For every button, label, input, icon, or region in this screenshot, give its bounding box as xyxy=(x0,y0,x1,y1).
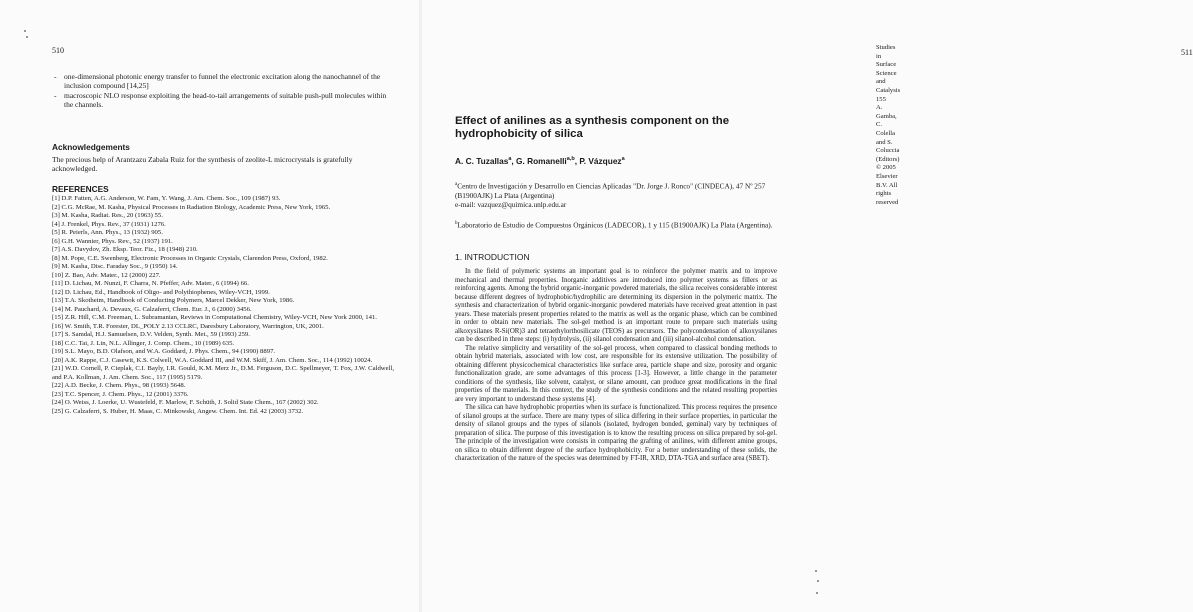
author-email: e-mail: vazquez@quimica.unlp.edu.ar xyxy=(455,200,567,210)
author-name: A. C. Tuzallas xyxy=(455,156,509,166)
reference-item: [16] W. Smith, T.R. Forester, DL_POLY 2.13 CCLRC, Daresbury Laboratory, Warrington, UK, 2001. xyxy=(52,322,324,330)
reference-item: [5] R. Peierls, Ann. Phys., 13 (1932) 905. xyxy=(52,229,163,236)
reference-item: [20] A.K. Rappe, C.J. Casewit, K.S. Colwell, W.A. Goddard III, and W.M. Skiff, J. Am. Chem. Soc., 114 (1992) 10024. xyxy=(52,356,373,364)
reference-item: [10] Z. Bao, Adv. Mater., 12 (2000) 227. xyxy=(52,271,161,279)
reference-item: [21] W.D. Cornell, P. Cieplak, C.I. Bayly, I.R. Gould, K.M. Merz Jr., D.M. Ferguson, D.C. Spellmeyer, T. Fox, J.W. Caldwell, and P.A. Kollman, J. Am. Chem. Soc., 117 (1995) 5179. xyxy=(52,365,394,381)
author-name: G. Romanelli xyxy=(516,156,567,166)
reference-item: [13] T.A. Skotheim, Handbook of Conducting Polymers, Marcel Dekker, New York, 1986. xyxy=(52,297,295,304)
reference-item: [1] D.P. Fatten, A.G. Anderson, W. Fam, Y. Wang, J. Am. Chem. Soc., 109 (1987) 93. xyxy=(52,195,281,202)
reference-list xyxy=(52,195,394,416)
paper-title: Effect of anilines as a synthesis component on the hydrophobicity of silica xyxy=(455,115,730,141)
paragraph: The relative simplicity and versatility of the sol-gel process, when compared to classical bonding methods to obtain hybrid materials, associated with low cost, are responsible for its extensive utilization. The possibility of obtaining different physicochemical characteristics like surface area, particle shape and size, porosity and organic functionalization grade, are some advantages of this process [1-3]. However, a little change in the parameter conditions of the synthesis, like solvent, catalyst, or silane amount, can produce great modifications in the final properties of the materials. In this context, the study of the synthesis conditions and the related resulting properties are very important to understand these systems [4]. xyxy=(455,344,777,403)
bullet-list xyxy=(52,72,392,110)
reference-item: [11] D. Lichau, M. Nunzi, F. Charra, N. Pfeffer, Adv. Mater., 6 (1994) 66. xyxy=(52,280,249,287)
reference-item: [2] C.G. McRae, M. Kasha, Physical Processes in Radiation Biology, Academic Press, New York, 1965. xyxy=(52,203,331,211)
acknowledgements-text: The precious help of Arantzazu Zabala Ruiz for the synthesis of zeolite-L microcrystals is gratefully acknowledged. xyxy=(52,155,353,174)
left-page xyxy=(0,0,421,612)
reference-item: [24] O. Weiss, J. Loerke, U. Wustefeld, F. Marlow, F. Schüth, J. Solid State Chem., 167 (2002) 302. xyxy=(52,399,319,406)
reference-item: [6] G.H. Wannier, Phys. Rev., 52 (1937) 191. xyxy=(52,237,173,245)
reference-item: [15] Z.R. Hill, C.M. Freeman, L. Subramanian, Reviews in Computational Chemistry, Wiley-VCH, New York 2000, 141. xyxy=(52,314,377,321)
reference-item: [19] S.L. Mayo, B.D. Olafson, and W.A. Goddard, J. Phys. Chem., 94 (1990) 8897. xyxy=(52,348,276,355)
reference-item: [9] M. Kasha, Disc. Faraday Soc., 9 (1950) 14. xyxy=(52,263,178,270)
references-heading: REFERENCES xyxy=(52,184,109,194)
list-item: - macroscopic NLO response exploiting the head-to-tail arrangements of suitable push-pull molecules within the channels. xyxy=(54,90,387,110)
page-number-right: 511 xyxy=(1181,48,1193,57)
reference-item: [14] M. Pauchard, A. Devaux, G. Calzaferri, Chem. Eur. J., 6 (2000) 3456. xyxy=(52,305,252,313)
reference-item: [7] A.S. Davydov, Zh. Eksp. Teor. Fiz., 18 (1948) 210. xyxy=(52,246,198,253)
affiliation: $^a$Centro de Investigación y Desarrollo en Ciencias Aplicadas "Dr. Jorge J. Ronco" (CINDECA), 47 Nº 257 (B1900AJK) La Plata (Argentina) e-mail: vazquez@quimica.unlp.edu.ar xyxy=(455,181,766,210)
affiliation: $^b$Laboratorio de Estudio de Compuestos Orgánicos (LADECOR), 1 y 115 (B1900AJK) La Plata (Argentina). xyxy=(455,220,773,230)
reference-item: [18] C.C. Tai, J. Lin, N.L. Allinger, J. Comp. Chem., 10 (1989) 635. xyxy=(52,339,235,347)
reference-item: [25] G. Calzaferri, S. Huber, H. Maas, C. Minkowski, Angew. Chem. Int. Ed. 42 (2003) 3732. xyxy=(52,407,304,415)
list-item: - one-dimensional photonic energy transfer to funnel the electronic excitation along the nanochannel of the inclusion compound [14,25] xyxy=(54,72,381,91)
paragraph: In the field of polymeric systems an important goal is to reinforce the polymer matrix and to improve mechanical and thermal properties. Inorganic additives are introduced into polymer systems as fillers or as reinforcing agents. Among the hybrid organic-inorganic powdered materials, the silica receives considerable interest because different degrees of hydrophobic/hydrophilic are determining its dispersion in the polymeric matrix. The synthesis and characterization of hybrid organic-inorganic powdered materials have received great attention in past years. These materials present properties related to the matrix as well as the organic phase, which can be combined in order to obtain new materials. The sol-gel method is an important route to prepare such materials using alkoxysilanes R-Si(OR)3 and tetraethylorthosilicate (TEOS) as precursors. The polycondensation of alkoxysilanes can be described in three steps: (i) hydrolysis, (ii) silanol condensation and (iii) silanol-alcohol condensation. xyxy=(455,268,777,343)
author-name: P. Vázquez xyxy=(579,156,622,166)
acknowledgements-heading: Acknowledgements xyxy=(52,142,130,152)
body-text xyxy=(455,268,777,464)
page-number-left: 510 xyxy=(52,46,64,55)
reference-item: [4] J. Frenkel, Phys. Rev., 37 (1931) 1276. xyxy=(52,220,166,228)
reference-item: [22] A.D. Becke, J. Chem. Phys., 98 (1993) 5648. xyxy=(52,382,186,389)
reference-item: [17] S. Samdal, H.J. Samuelsen, D.V. Velden, Synth. Met., 59 (1993) 259. xyxy=(52,331,250,338)
section-heading: 1. INTRODUCTION xyxy=(455,252,530,262)
author-line: A. C. Tuzallas$^a$, G. Romanelli$^{a,b}$, P. Vázquez$^a$ xyxy=(455,156,625,166)
reference-item: [12] D. Lichau, Ed., Handbook of Oligo- and Polythiophenes, Wiley-VCH, 1999. xyxy=(52,288,270,296)
reference-item: [3] M. Kasha, Radiat. Res., 20 (1963) 55. xyxy=(52,212,163,219)
paragraph: The silica can have hydrophobic properties when its surface is functionalized. This process requires the presence of silanol groups at the surface. There are many types of silica differing in their surface properties, in particular the density of silanol groups and the types of silanols (isolated, hydrogen bonded, geminal) vary by techniques of preparation of silica. The purpose of this investigation is to know the resulting process on silica prepared by sol-gel. The principle of the investigation were consists in comparing the grafting of anilines, with different amine groups, on silica to obtain different degree of the surface hydrophobicity. For a better understanding of these solids, the characterization of the nature of the species was determined by FT-IR, XRD, DTA-TGA and surface area (SBET). xyxy=(455,404,777,462)
running-head: Studies in Surface Science and Catalysis 155 A. Gamba, C. Colella and S. Coluccia (Editors) © 2005 Elsevier B.V. All rights reserved xyxy=(876,44,901,206)
reference-item: [8] M. Pope, C.E. Swenberg, Electronic Processes in Organic Crystals, Clarendon Press, Oxford, 1982. xyxy=(52,254,328,262)
reference-item: [23] T.C. Spencer, J. Chem. Phys., 12 (2001) 3376. xyxy=(52,390,189,398)
